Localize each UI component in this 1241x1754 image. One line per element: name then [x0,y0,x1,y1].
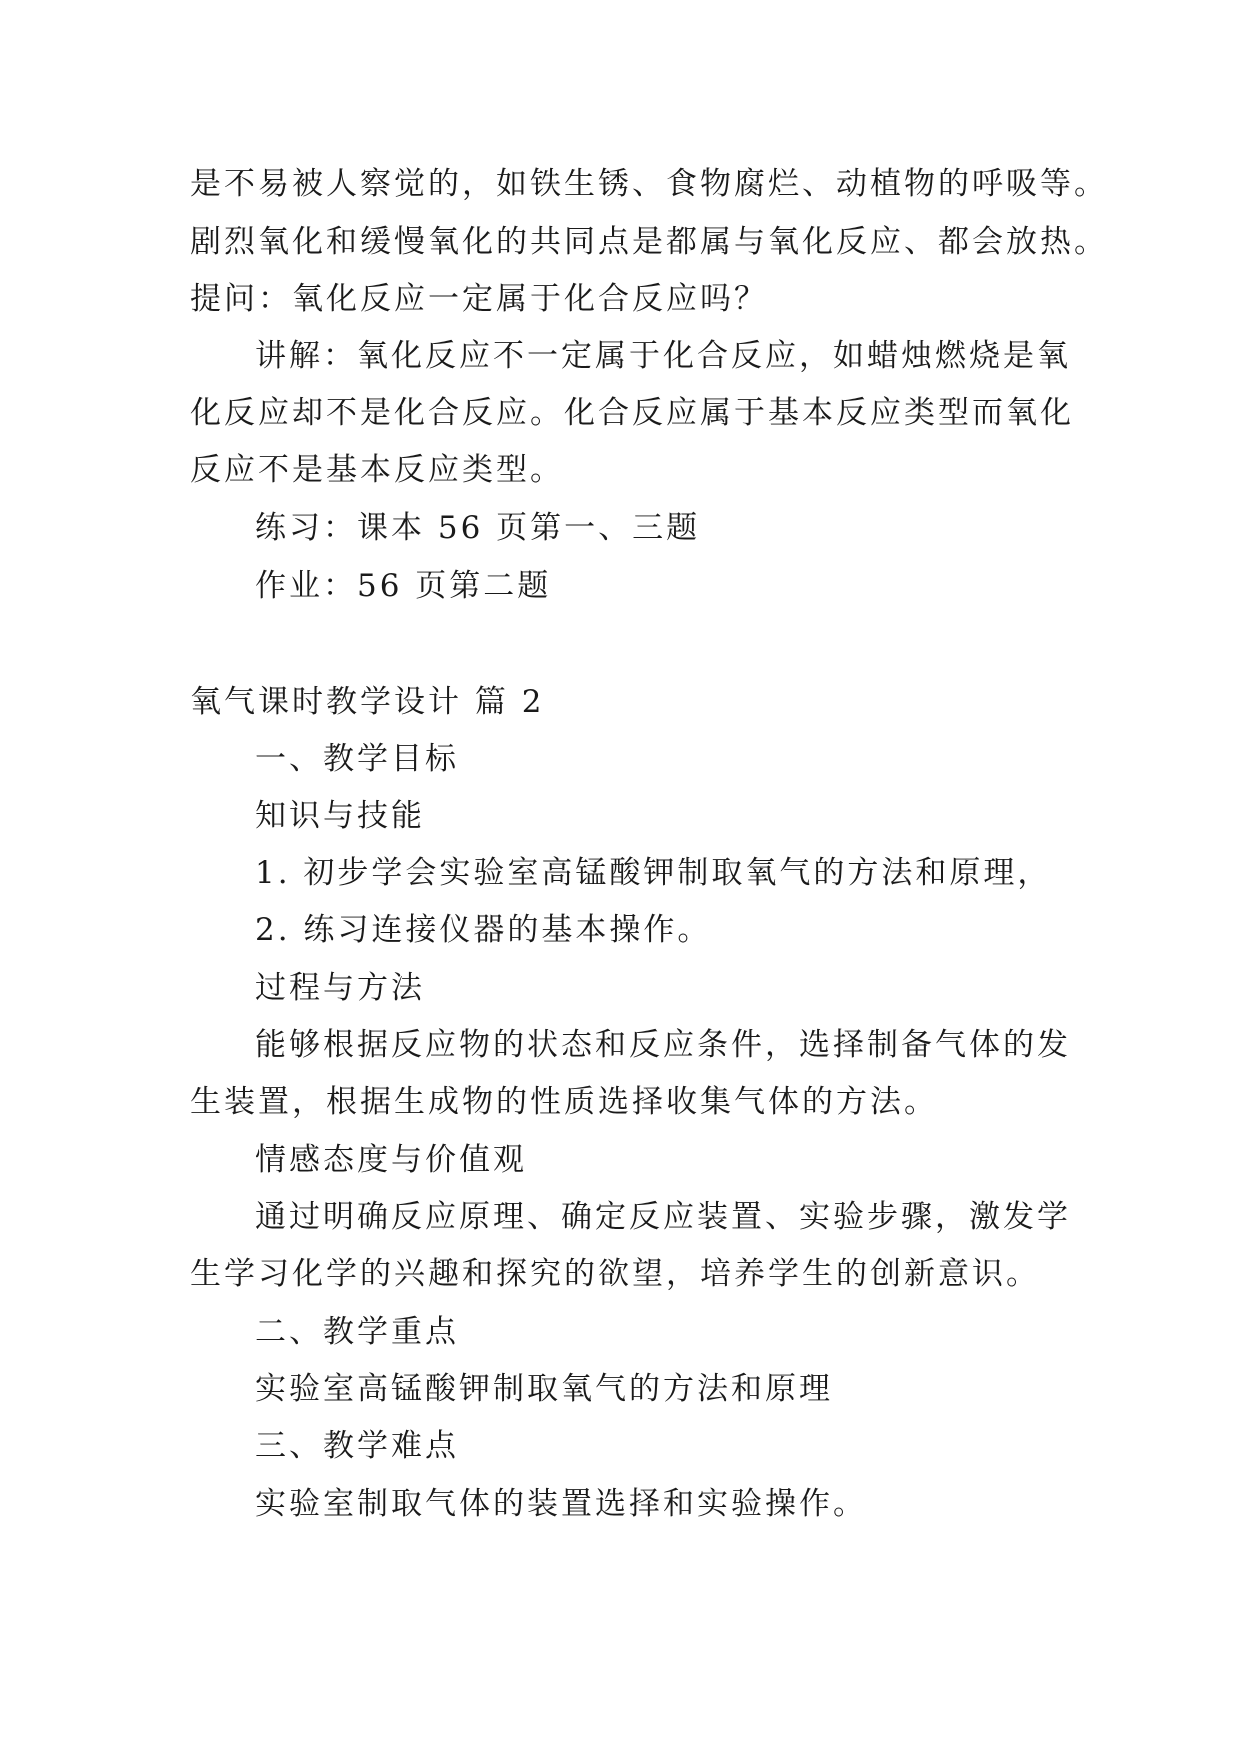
key-text: 实验室高锰酸钾制取氧气的方法和原理 [255,1371,833,1407]
homework-line: 作业：56 页第二题 [255,568,552,604]
section-title: 氧气课时教学设计 篇 2 [190,684,545,720]
emotion-heading: 情感态度与价值观 [255,1142,527,1178]
objectives-heading: 一、教学目标 [255,741,459,777]
body-text-line: 剧烈氧化和缓慢氧化的共同点是都属与氧化反应、都会放热。 [190,224,1108,260]
emotion-text-line: 生学习化学的兴趣和探究的欲望，培养学生的创新意识。 [190,1256,1040,1292]
knowledge-heading: 知识与技能 [255,798,425,834]
body-text-line: 是不易被人察觉的，如铁生锈、食物腐烂、动植物的呼吸等。 [190,166,1108,202]
difficulty-text: 实验室制取气体的装置选择和实验操作。 [255,1486,867,1522]
process-text-line: 生装置，根据生成物的性质选择收集气体的方法。 [190,1084,938,1120]
knowledge-item: 2. 练习连接仪器的基本操作。 [255,912,712,948]
difficulty-heading: 三、教学难点 [255,1428,459,1464]
key-heading: 二、教学重点 [255,1314,459,1350]
question-line: 提问：氧化反应一定属于化合反应吗？ [190,281,768,317]
lecture-line: 化反应却不是化合反应。化合反应属于基本反应类型而氧化 [190,395,1074,431]
knowledge-item: 1. 初步学会实验室高锰酸钾制取氧气的方法和原理， [255,855,1052,891]
process-text-line: 能够根据反应物的状态和反应条件，选择制备气体的发 [255,1027,1071,1063]
lecture-line: 讲解：氧化反应不一定属于化合反应，如蜡烛燃烧是氧 [255,338,1071,374]
emotion-text-line: 通过明确反应原理、确定反应装置、实验步骤，激发学 [255,1199,1071,1235]
exercise-line: 练习：课本 56 页第一、三题 [255,510,701,546]
process-heading: 过程与方法 [255,970,425,1006]
lecture-line: 反应不是基本反应类型。 [190,452,564,488]
